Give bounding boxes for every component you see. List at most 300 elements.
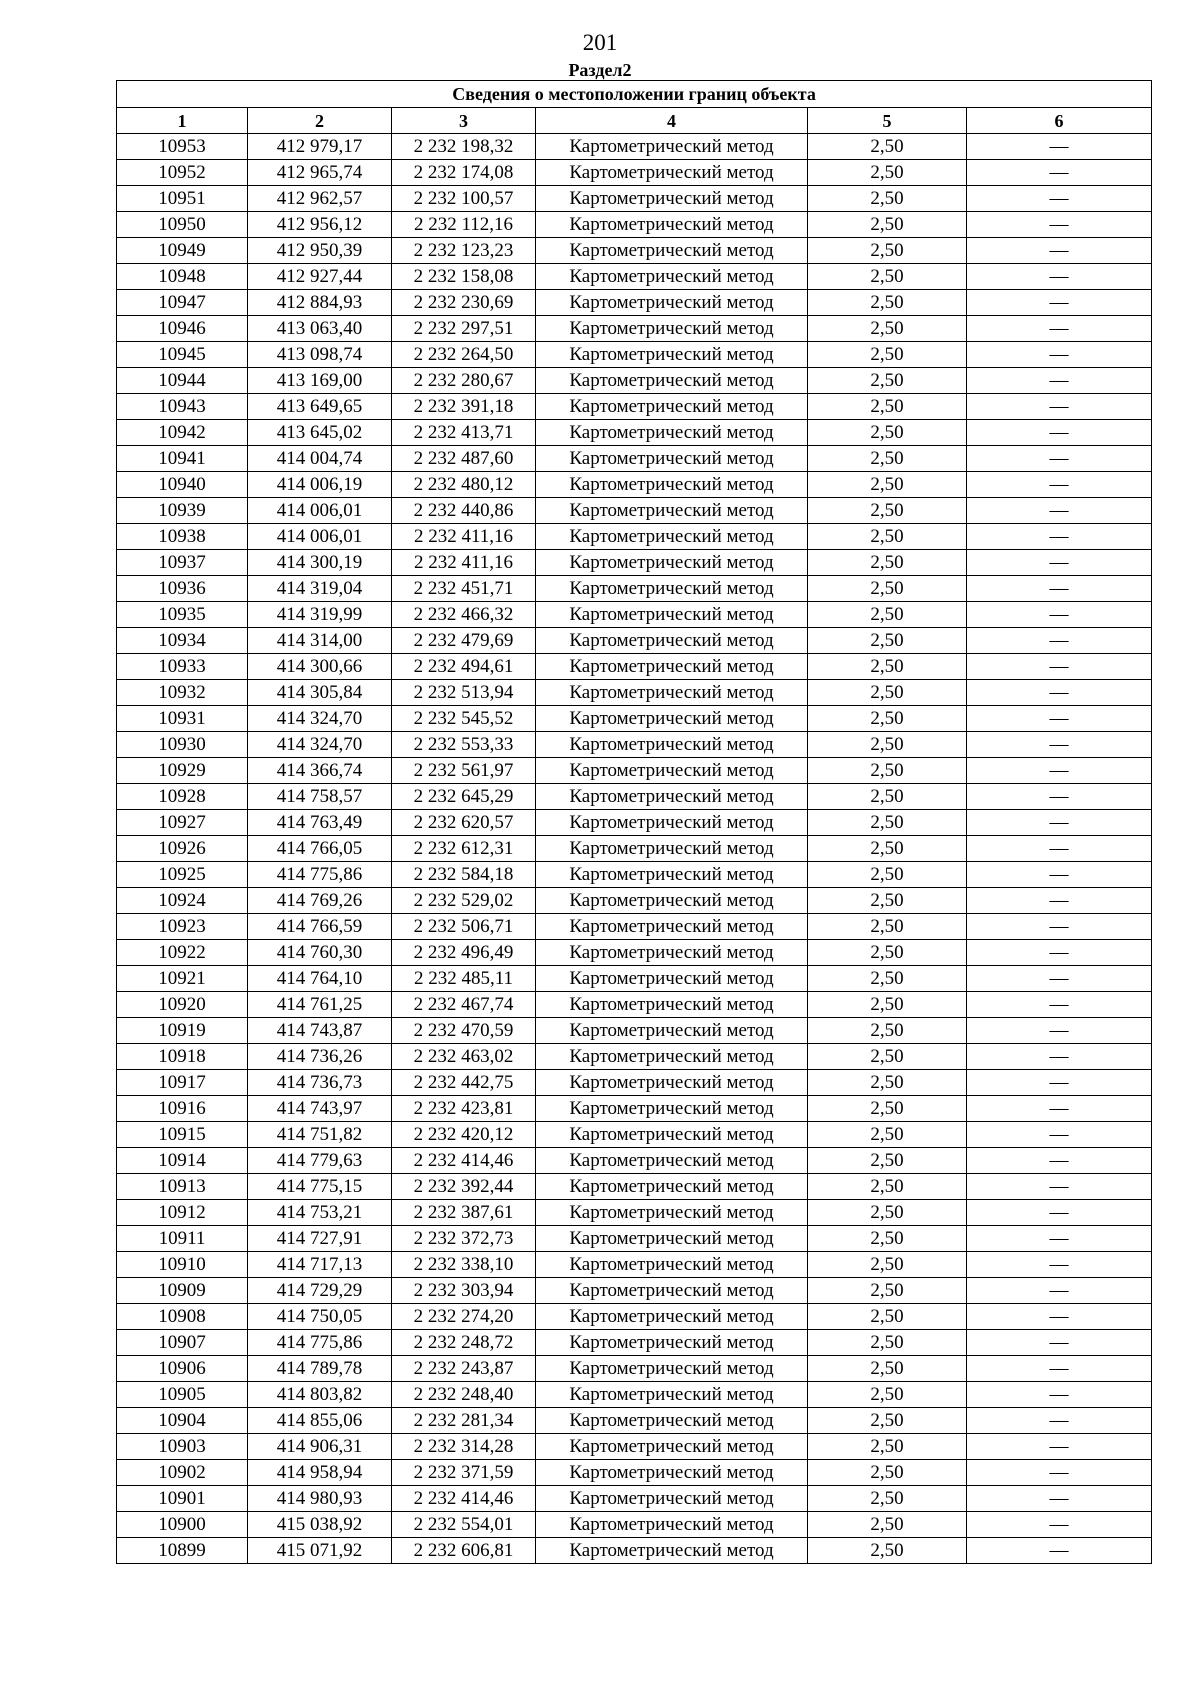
y-coordinate-cell: 2 232 338,10 [392, 1252, 536, 1278]
x-coordinate-cell: 414 319,04 [248, 576, 392, 602]
description-cell: — [967, 1148, 1152, 1174]
table-row [117, 1148, 1152, 1174]
x-coordinate-cell: 414 305,84 [248, 680, 392, 706]
description-cell: — [967, 758, 1152, 784]
description-cell: — [967, 1174, 1152, 1200]
point-number-cell: 10914 [117, 1148, 248, 1174]
table-row [117, 1278, 1152, 1304]
y-coordinate-cell: 2 232 112,16 [392, 212, 536, 238]
point-number-cell: 10941 [117, 446, 248, 472]
description-cell: — [967, 1460, 1152, 1486]
table-row [117, 1200, 1152, 1226]
description-cell: — [967, 1382, 1152, 1408]
y-coordinate-cell: 2 232 248,72 [392, 1330, 536, 1356]
point-number-cell: 10936 [117, 576, 248, 602]
table-row [117, 992, 1152, 1018]
method-cell: Картометрический метод [536, 1018, 808, 1044]
point-number-cell: 10948 [117, 264, 248, 290]
table-row [117, 1122, 1152, 1148]
y-coordinate-cell: 2 232 506,71 [392, 914, 536, 940]
description-cell: — [967, 394, 1152, 420]
y-coordinate-cell: 2 232 606,81 [392, 1538, 536, 1564]
description-cell: — [967, 134, 1152, 160]
method-cell: Картометрический метод [536, 264, 808, 290]
accuracy-cell: 2,50 [808, 758, 967, 784]
point-number-cell: 10930 [117, 732, 248, 758]
method-cell: Картометрический метод [536, 1408, 808, 1434]
x-coordinate-cell: 414 766,59 [248, 914, 392, 940]
table-row [117, 966, 1152, 992]
y-coordinate-cell: 2 232 100,57 [392, 186, 536, 212]
table-row [117, 706, 1152, 732]
description-cell: — [967, 1018, 1152, 1044]
accuracy-cell: 2,50 [808, 706, 967, 732]
description-cell: — [967, 550, 1152, 576]
table-row [117, 1304, 1152, 1330]
y-coordinate-cell: 2 232 411,16 [392, 524, 536, 550]
x-coordinate-cell: 412 884,93 [248, 290, 392, 316]
accuracy-cell: 2,50 [808, 992, 967, 1018]
table-row [117, 1096, 1152, 1122]
method-cell: Картометрический метод [536, 368, 808, 394]
point-number-cell: 10942 [117, 420, 248, 446]
method-cell: Картометрический метод [536, 654, 808, 680]
y-coordinate-cell: 2 232 281,34 [392, 1408, 536, 1434]
x-coordinate-cell: 414 324,70 [248, 732, 392, 758]
table-row [117, 888, 1152, 914]
point-number-cell: 10920 [117, 992, 248, 1018]
method-cell: Картометрический метод [536, 1278, 808, 1304]
accuracy-cell: 2,50 [808, 1382, 967, 1408]
point-number-cell: 10919 [117, 1018, 248, 1044]
x-coordinate-cell: 414 760,30 [248, 940, 392, 966]
point-number-cell: 10909 [117, 1278, 248, 1304]
point-number-cell: 10910 [117, 1252, 248, 1278]
method-cell: Картометрический метод [536, 394, 808, 420]
method-cell: Картометрический метод [536, 420, 808, 446]
description-cell: — [967, 368, 1152, 394]
table-row [117, 1356, 1152, 1382]
description-cell: — [967, 186, 1152, 212]
y-coordinate-cell: 2 232 371,59 [392, 1460, 536, 1486]
y-coordinate-cell: 2 232 480,12 [392, 472, 536, 498]
description-cell: — [967, 1538, 1152, 1564]
table-row [117, 1044, 1152, 1070]
x-coordinate-cell: 414 758,57 [248, 784, 392, 810]
y-coordinate-cell: 2 232 423,81 [392, 1096, 536, 1122]
description-cell: — [967, 420, 1152, 446]
column-header: 1 [117, 108, 248, 134]
accuracy-cell: 2,50 [808, 264, 967, 290]
description-cell: — [967, 654, 1152, 680]
point-number-cell: 10949 [117, 238, 248, 264]
method-cell: Картометрический метод [536, 160, 808, 186]
method-cell: Картометрический метод [536, 1096, 808, 1122]
accuracy-cell: 2,50 [808, 186, 967, 212]
accuracy-cell: 2,50 [808, 1512, 967, 1538]
table-row [117, 1018, 1152, 1044]
y-coordinate-cell: 2 232 466,32 [392, 602, 536, 628]
accuracy-cell: 2,50 [808, 446, 967, 472]
accuracy-cell: 2,50 [808, 1538, 967, 1564]
description-cell: — [967, 706, 1152, 732]
x-coordinate-cell: 412 979,17 [248, 134, 392, 160]
method-cell: Картометрический метод [536, 1330, 808, 1356]
x-coordinate-cell: 414 855,06 [248, 1408, 392, 1434]
point-number-cell: 10934 [117, 628, 248, 654]
y-coordinate-cell: 2 232 174,08 [392, 160, 536, 186]
x-coordinate-cell: 414 750,05 [248, 1304, 392, 1330]
accuracy-cell: 2,50 [808, 966, 967, 992]
x-coordinate-cell: 412 962,57 [248, 186, 392, 212]
table-row [117, 1174, 1152, 1200]
point-number-cell: 10932 [117, 680, 248, 706]
method-cell: Картометрический метод [536, 472, 808, 498]
accuracy-cell: 2,50 [808, 1434, 967, 1460]
method-cell: Картометрический метод [536, 836, 808, 862]
accuracy-cell: 2,50 [808, 1330, 967, 1356]
x-coordinate-cell: 412 950,39 [248, 238, 392, 264]
method-cell: Картометрический метод [536, 1226, 808, 1252]
x-coordinate-cell: 414 775,86 [248, 862, 392, 888]
method-cell: Картометрический метод [536, 732, 808, 758]
point-number-cell: 10902 [117, 1460, 248, 1486]
table-row [117, 1382, 1152, 1408]
method-cell: Картометрический метод [536, 1174, 808, 1200]
point-number-cell: 10899 [117, 1538, 248, 1564]
y-coordinate-cell: 2 232 387,61 [392, 1200, 536, 1226]
accuracy-cell: 2,50 [808, 1148, 967, 1174]
y-coordinate-cell: 2 232 274,20 [392, 1304, 536, 1330]
x-coordinate-cell: 414 736,26 [248, 1044, 392, 1070]
x-coordinate-cell: 414 006,01 [248, 498, 392, 524]
accuracy-cell: 2,50 [808, 550, 967, 576]
x-coordinate-cell: 414 980,93 [248, 1486, 392, 1512]
point-number-cell: 10911 [117, 1226, 248, 1252]
y-coordinate-cell: 2 232 529,02 [392, 888, 536, 914]
point-number-cell: 10926 [117, 836, 248, 862]
table-row [117, 550, 1152, 576]
method-cell: Картометрический метод [536, 1434, 808, 1460]
table-row [117, 810, 1152, 836]
column-header: 6 [967, 108, 1152, 134]
table-row [117, 862, 1152, 888]
x-coordinate-cell: 414 789,78 [248, 1356, 392, 1382]
description-cell: — [967, 290, 1152, 316]
point-number-cell: 10904 [117, 1408, 248, 1434]
y-coordinate-cell: 2 232 612,31 [392, 836, 536, 862]
column-header: 4 [536, 108, 808, 134]
accuracy-cell: 2,50 [808, 654, 967, 680]
table-row [117, 472, 1152, 498]
description-cell: — [967, 888, 1152, 914]
accuracy-cell: 2,50 [808, 1070, 967, 1096]
y-coordinate-cell: 2 232 554,01 [392, 1512, 536, 1538]
y-coordinate-cell: 2 232 411,16 [392, 550, 536, 576]
x-coordinate-cell: 414 314,00 [248, 628, 392, 654]
method-cell: Картометрический метод [536, 1382, 808, 1408]
table-row [117, 1434, 1152, 1460]
method-cell: Картометрический метод [536, 186, 808, 212]
section-title: Раздел2 [568, 60, 632, 80]
y-coordinate-cell: 2 232 645,29 [392, 784, 536, 810]
table-row [117, 628, 1152, 654]
method-cell: Картометрический метод [536, 1538, 808, 1564]
y-coordinate-cell: 2 232 372,73 [392, 1226, 536, 1252]
table-row [117, 212, 1152, 238]
x-coordinate-cell: 414 743,97 [248, 1096, 392, 1122]
table-row [117, 1330, 1152, 1356]
point-number-cell: 10929 [117, 758, 248, 784]
description-cell: — [967, 914, 1152, 940]
y-coordinate-cell: 2 232 248,40 [392, 1382, 536, 1408]
y-coordinate-cell: 2 232 158,08 [392, 264, 536, 290]
table-row [117, 238, 1152, 264]
accuracy-cell: 2,50 [808, 940, 967, 966]
x-coordinate-cell: 414 763,49 [248, 810, 392, 836]
description-cell: — [967, 524, 1152, 550]
y-coordinate-cell: 2 232 479,69 [392, 628, 536, 654]
accuracy-cell: 2,50 [808, 1018, 967, 1044]
accuracy-cell: 2,50 [808, 680, 967, 706]
table-row [117, 368, 1152, 394]
table-row [117, 316, 1152, 342]
x-coordinate-cell: 414 775,15 [248, 1174, 392, 1200]
accuracy-cell: 2,50 [808, 1122, 967, 1148]
point-number-cell: 10931 [117, 706, 248, 732]
y-coordinate-cell: 2 232 264,50 [392, 342, 536, 368]
x-coordinate-cell: 414 727,91 [248, 1226, 392, 1252]
accuracy-cell: 2,50 [808, 888, 967, 914]
description-cell: — [967, 472, 1152, 498]
y-coordinate-cell: 2 232 414,46 [392, 1148, 536, 1174]
table-body [117, 134, 1152, 1564]
description-cell: — [967, 212, 1152, 238]
x-coordinate-cell: 414 366,74 [248, 758, 392, 784]
method-cell: Картометрический метод [536, 1460, 808, 1486]
description-cell: — [967, 1434, 1152, 1460]
description-cell: — [967, 628, 1152, 654]
method-cell: Картометрический метод [536, 212, 808, 238]
method-cell: Картометрический метод [536, 238, 808, 264]
table-row [117, 576, 1152, 602]
point-number-cell: 10951 [117, 186, 248, 212]
description-cell: — [967, 1096, 1152, 1122]
x-coordinate-cell: 413 098,74 [248, 342, 392, 368]
method-cell: Картометрический метод [536, 290, 808, 316]
table-row [117, 836, 1152, 862]
x-coordinate-cell: 414 958,94 [248, 1460, 392, 1486]
y-coordinate-cell: 2 232 494,61 [392, 654, 536, 680]
method-cell: Картометрический метод [536, 706, 808, 732]
method-cell: Картометрический метод [536, 1122, 808, 1148]
method-cell: Картометрический метод [536, 784, 808, 810]
point-number-cell: 10943 [117, 394, 248, 420]
x-coordinate-cell: 414 751,82 [248, 1122, 392, 1148]
description-cell: — [967, 966, 1152, 992]
accuracy-cell: 2,50 [808, 1226, 967, 1252]
method-cell: Картометрический метод [536, 992, 808, 1018]
point-number-cell: 10935 [117, 602, 248, 628]
table-row [117, 784, 1152, 810]
table-row [117, 1486, 1152, 1512]
y-coordinate-cell: 2 232 303,94 [392, 1278, 536, 1304]
description-cell: — [967, 940, 1152, 966]
accuracy-cell: 2,50 [808, 1174, 967, 1200]
y-coordinate-cell: 2 232 198,32 [392, 134, 536, 160]
point-number-cell: 10903 [117, 1434, 248, 1460]
accuracy-cell: 2,50 [808, 368, 967, 394]
table-row [117, 160, 1152, 186]
point-number-cell: 10913 [117, 1174, 248, 1200]
x-coordinate-cell: 414 324,70 [248, 706, 392, 732]
accuracy-cell: 2,50 [808, 524, 967, 550]
x-coordinate-cell: 415 038,92 [248, 1512, 392, 1538]
table-row [117, 134, 1152, 160]
y-coordinate-cell: 2 232 584,18 [392, 862, 536, 888]
method-cell: Картометрический метод [536, 1356, 808, 1382]
description-cell: — [967, 784, 1152, 810]
method-cell: Картометрический метод [536, 342, 808, 368]
accuracy-cell: 2,50 [808, 290, 967, 316]
description-cell: — [967, 316, 1152, 342]
point-number-cell: 10945 [117, 342, 248, 368]
accuracy-cell: 2,50 [808, 498, 967, 524]
y-coordinate-cell: 2 232 553,33 [392, 732, 536, 758]
accuracy-cell: 2,50 [808, 836, 967, 862]
accuracy-cell: 2,50 [808, 1200, 967, 1226]
description-cell: — [967, 1330, 1152, 1356]
point-number-cell: 10908 [117, 1304, 248, 1330]
description-cell: — [967, 1512, 1152, 1538]
method-cell: Картометрический метод [536, 498, 808, 524]
method-cell: Картометрический метод [536, 940, 808, 966]
accuracy-cell: 2,50 [808, 160, 967, 186]
description-cell: — [967, 1226, 1152, 1252]
y-coordinate-cell: 2 232 230,69 [392, 290, 536, 316]
description-cell: — [967, 1044, 1152, 1070]
x-coordinate-cell: 414 761,25 [248, 992, 392, 1018]
description-cell: — [967, 992, 1152, 1018]
x-coordinate-cell: 413 645,02 [248, 420, 392, 446]
column-header: 3 [392, 108, 536, 134]
description-cell: — [967, 1356, 1152, 1382]
accuracy-cell: 2,50 [808, 212, 967, 238]
accuracy-cell: 2,50 [808, 628, 967, 654]
description-cell: — [967, 1122, 1152, 1148]
method-cell: Картометрический метод [536, 680, 808, 706]
y-coordinate-cell: 2 232 420,12 [392, 1122, 536, 1148]
x-coordinate-cell: 414 753,21 [248, 1200, 392, 1226]
table-header-row [117, 108, 1152, 134]
point-number-cell: 10950 [117, 212, 248, 238]
point-number-cell: 10916 [117, 1096, 248, 1122]
point-number-cell: 10939 [117, 498, 248, 524]
y-coordinate-cell: 2 232 620,57 [392, 810, 536, 836]
point-number-cell: 10944 [117, 368, 248, 394]
point-number-cell: 10905 [117, 1382, 248, 1408]
description-cell: — [967, 342, 1152, 368]
method-cell: Картометрический метод [536, 134, 808, 160]
x-coordinate-cell: 414 803,82 [248, 1382, 392, 1408]
point-number-cell: 10938 [117, 524, 248, 550]
x-coordinate-cell: 414 300,19 [248, 550, 392, 576]
table-row [117, 914, 1152, 940]
table-row [117, 264, 1152, 290]
method-cell: Картометрический метод [536, 1200, 808, 1226]
table-title-row [117, 81, 1152, 108]
description-cell: — [967, 160, 1152, 186]
accuracy-cell: 2,50 [808, 784, 967, 810]
y-coordinate-cell: 2 232 513,94 [392, 680, 536, 706]
accuracy-cell: 2,50 [808, 1096, 967, 1122]
point-number-cell: 10923 [117, 914, 248, 940]
y-coordinate-cell: 2 232 391,18 [392, 394, 536, 420]
x-coordinate-cell: 413 063,40 [248, 316, 392, 342]
table-row [117, 524, 1152, 550]
table-row [117, 654, 1152, 680]
accuracy-cell: 2,50 [808, 602, 967, 628]
accuracy-cell: 2,50 [808, 342, 967, 368]
y-coordinate-cell: 2 232 413,71 [392, 420, 536, 446]
point-number-cell: 10927 [117, 810, 248, 836]
accuracy-cell: 2,50 [808, 1408, 967, 1434]
accuracy-cell: 2,50 [808, 394, 967, 420]
point-number-cell: 10933 [117, 654, 248, 680]
method-cell: Картометрический метод [536, 1304, 808, 1330]
point-number-cell: 10922 [117, 940, 248, 966]
table-row [117, 1460, 1152, 1486]
x-coordinate-cell: 415 071,92 [248, 1538, 392, 1564]
accuracy-cell: 2,50 [808, 472, 967, 498]
column-header: 2 [248, 108, 392, 134]
description-cell: — [967, 1408, 1152, 1434]
x-coordinate-cell: 414 775,86 [248, 1330, 392, 1356]
method-cell: Картометрический метод [536, 576, 808, 602]
table-row [117, 758, 1152, 784]
point-number-cell: 10901 [117, 1486, 248, 1512]
method-cell: Картометрический метод [536, 1148, 808, 1174]
description-cell: — [967, 602, 1152, 628]
point-number-cell: 10953 [117, 134, 248, 160]
table-row [117, 420, 1152, 446]
page-number: 201 [582, 30, 618, 55]
table-row [117, 394, 1152, 420]
accuracy-cell: 2,50 [808, 576, 967, 602]
accuracy-cell: 2,50 [808, 1044, 967, 1070]
accuracy-cell: 2,50 [808, 1304, 967, 1330]
x-coordinate-cell: 413 169,00 [248, 368, 392, 394]
y-coordinate-cell: 2 232 123,23 [392, 238, 536, 264]
point-number-cell: 10946 [117, 316, 248, 342]
accuracy-cell: 2,50 [808, 862, 967, 888]
accuracy-cell: 2,50 [808, 420, 967, 446]
y-coordinate-cell: 2 232 314,28 [392, 1434, 536, 1460]
description-cell: — [967, 1486, 1152, 1512]
method-cell: Картометрический метод [536, 1070, 808, 1096]
table-row [117, 602, 1152, 628]
x-coordinate-cell: 414 006,01 [248, 524, 392, 550]
description-cell: — [967, 836, 1152, 862]
y-coordinate-cell: 2 232 561,97 [392, 758, 536, 784]
table-row [117, 498, 1152, 524]
method-cell: Картометрический метод [536, 758, 808, 784]
description-cell: — [967, 498, 1152, 524]
x-coordinate-cell: 412 965,74 [248, 160, 392, 186]
point-number-cell: 10917 [117, 1070, 248, 1096]
description-cell: — [967, 576, 1152, 602]
x-coordinate-cell: 412 927,44 [248, 264, 392, 290]
